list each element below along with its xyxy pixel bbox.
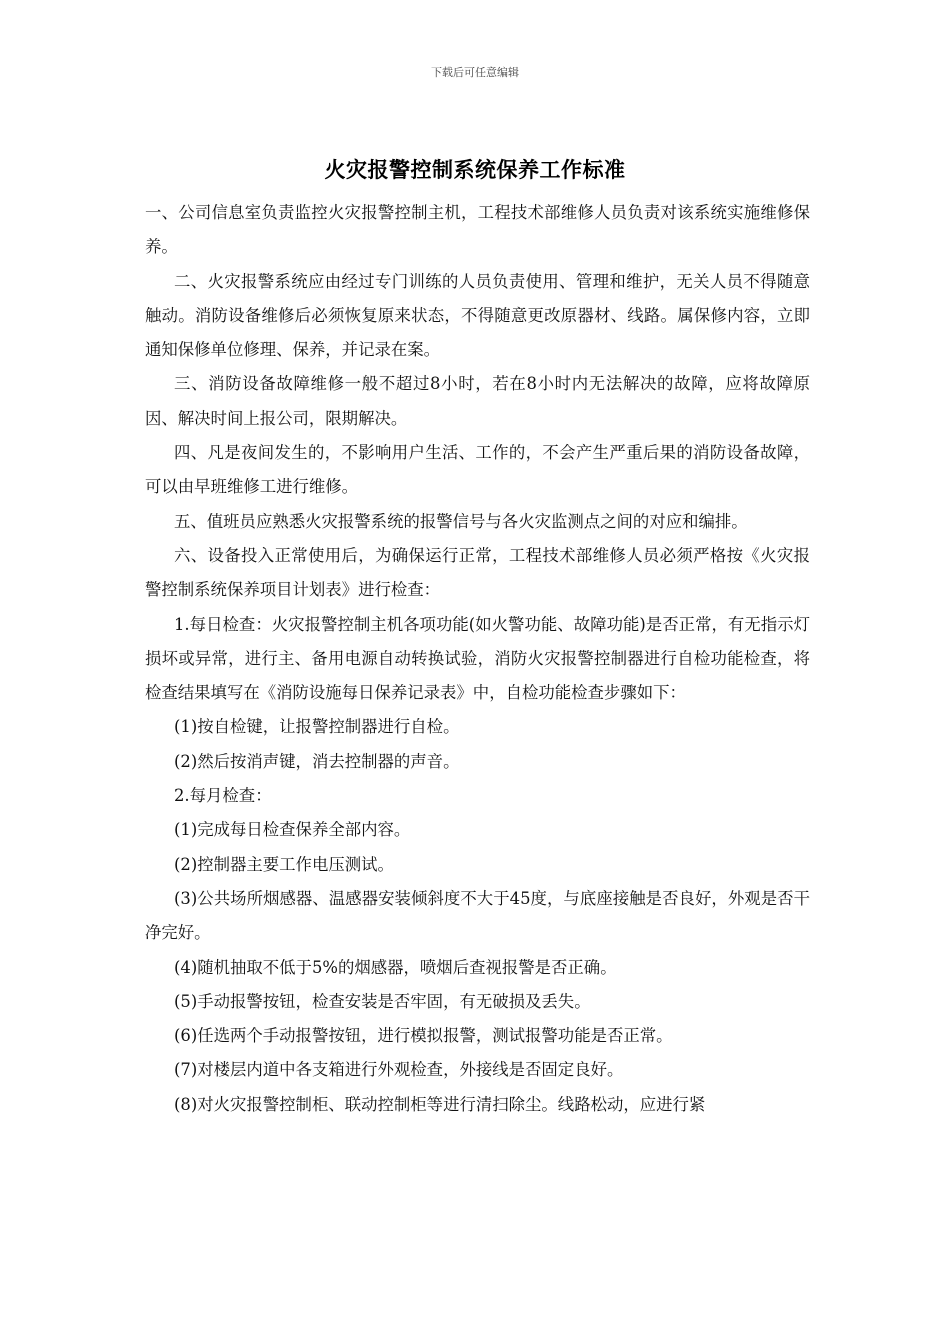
list-item: (2)控制器主要工作电压测试。 — [174, 854, 394, 874]
paragraph-1: 一、公司信息室负责监控火灾报警控制主机，工程技术部维修人员负责对该系统实施维修保养。 — [145, 203, 810, 257]
list-item: (3)公共场所烟感器、温感器安装倾斜度不大于45度，与底座接触是否良好，外观是否干净完好。 — [145, 888, 810, 943]
list-item: (8)对火灾报警控制柜、联动控制柜等进行清扫除尘。线路松动，应进行紧 — [174, 1094, 706, 1114]
list-item: (1)按自检键，让报警控制器进行自检。 — [174, 717, 460, 737]
paragraph-3: 三、消防设备故障维修一般不超过8小时，若在8小时内无法解决的故障，应将故障原因、解决时间上报公司，限期解决。 — [145, 374, 810, 428]
list-item: (6)任选两个手动报警按钮，进行模拟报警，测试报警功能是否正常。 — [174, 1026, 673, 1046]
paragraph-monthly-check: 2.每月检查： — [174, 786, 272, 806]
paragraph-6: 六、设备投入正常使用后，为确保运行正常，工程技术部维修人员必须严格按《火灾报警控制系统保养项目计划表》进行检查： — [145, 545, 810, 600]
paragraph-2: 二、火灾报警系统应由经过专门训练的人员负责使用、管理和维护，无关人员不得随意触动。消防设备维修后必须恢复原来状态，不得随意更改原器材、线路。属保修内容，立即通知保修单位修理、保养，并记录在案。 — [145, 271, 810, 360]
list-item: (7)对楼层内道中各支箱进行外观检查，外接线是否固定良好。 — [174, 1060, 624, 1080]
list-item: (1)完成每日检查保养全部内容。 — [174, 820, 411, 840]
paragraph-4: 四、凡是夜间发生的，不影响用户生活、工作的，不会产生严重后果的消防设备故障，可以由早班维修工进行维修。 — [145, 443, 810, 497]
list-item: (2)然后按消声键，消去控制器的声音。 — [174, 751, 460, 771]
page-header-note: 下载后可任意编辑 — [431, 66, 519, 79]
list-item: (4)随机抽取不低于5%的烟感器，喷烟后查视报警是否正确。 — [174, 957, 617, 977]
paragraph-daily-check: 1.每日检查：火灾报警控制主机各项功能(如火警功能、故障功能)是否正常，有无指示灯损坏或异常，进行主、备用电源自动转换试验，消防火灾报警控制器进行自检功能检查，将检查结果填写在《消防设施每日保养记录表》中，自检功能检查步骤如下： — [145, 614, 810, 703]
document-body — [145, 196, 810, 1122]
document-title: 火灾报警控制系统保养工作标准 — [324, 157, 626, 182]
paragraph-5: 五、值班员应熟悉火灾报警系统的报警信号与各火灾监测点之间的对应和编排。 — [174, 511, 748, 531]
list-item: (5)手动报警按钮，检查安装是否牢固，有无破损及丢失。 — [174, 991, 591, 1011]
